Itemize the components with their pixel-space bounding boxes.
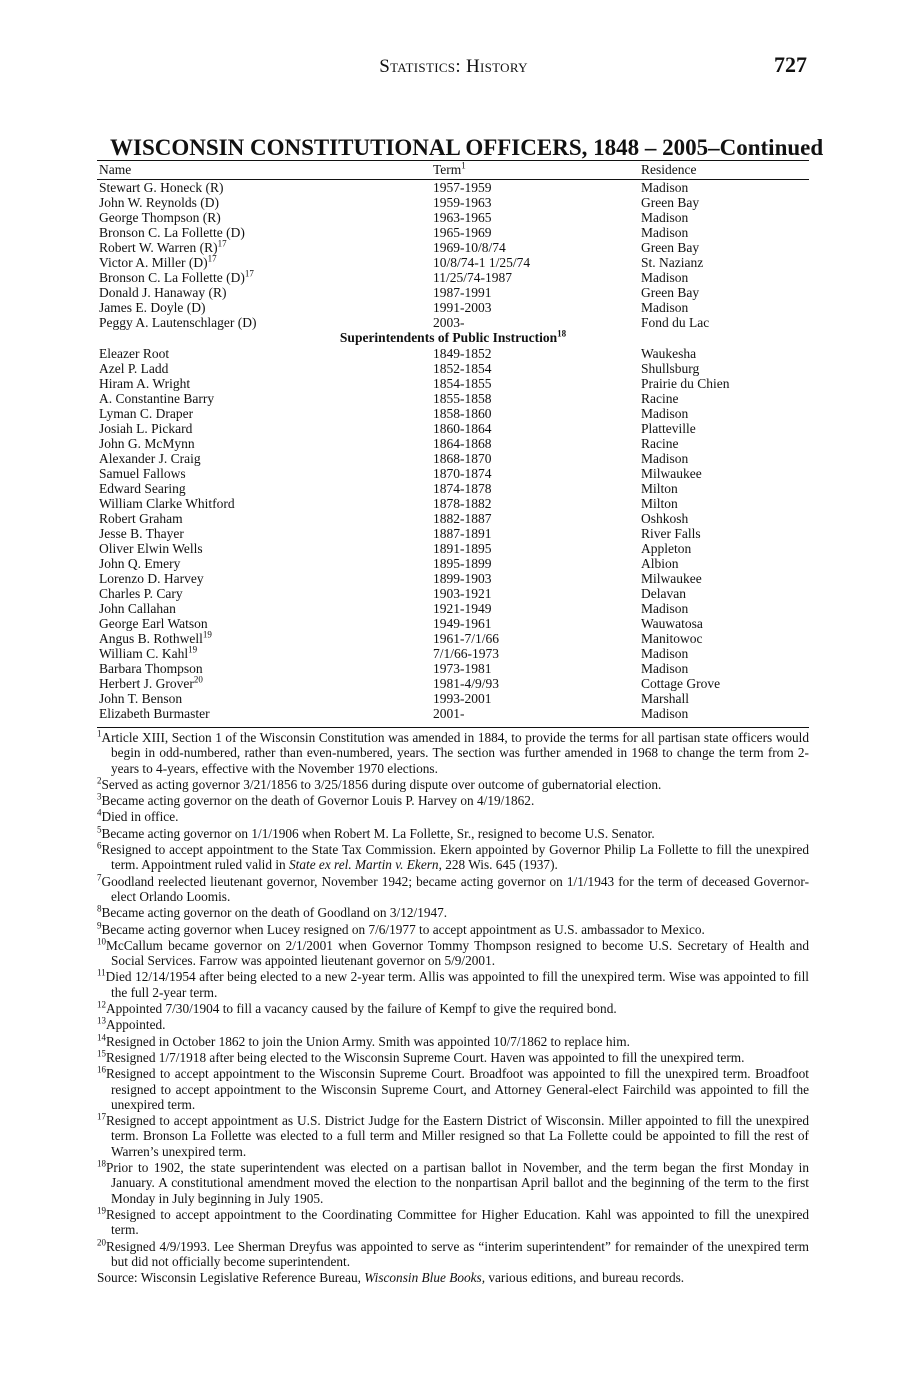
footnote: $^8$Became acting governor on the death of Goodland on 3/12/1947.: [97, 903, 448, 921]
table-body: [97, 180, 809, 721]
term-cell: 1965-1969: [433, 225, 492, 240]
footnote-ref: 17: [207, 253, 217, 264]
residence-cell: Prairie du Chien: [641, 376, 730, 391]
officer-name: Robert W. Warren $(R)^{17}$: [99, 238, 227, 255]
table-title: WISCONSIN CONSTITUTIONAL OFFICERS, 1848 – 2005–Continued: [110, 135, 824, 160]
col-term-header: Term$^1$: [433, 160, 466, 177]
table-row: [97, 481, 809, 496]
table-bottom-rule: [97, 727, 809, 728]
footnote: $^{15}$Resigned 1/7/1918 after being elected to the Wisconsin Supreme Court. Haven was appointed to fill the unexpired term.: [97, 1048, 745, 1065]
table-row: [97, 225, 809, 240]
residence-cell: Platteville: [641, 421, 696, 436]
residence-cell: Racine: [641, 391, 679, 406]
officer-name: James E. Doyle (D): [99, 300, 206, 315]
table-row: [97, 361, 809, 376]
footnote: $^{18}$Prior to 1902, the state superintendent was elected on a partisan ballot in November, and the term began the first Monday in January. A constitutional amendment moved the election to the nonpartisan April ballot and the beginning of the term to the first Monday in July beginning in July 1905.: [97, 1158, 809, 1206]
residence-cell: Madison: [641, 300, 689, 315]
term-cell: 10/8/74-1 1/25/74: [433, 255, 531, 270]
table-row: [97, 391, 809, 406]
footnote: $^{11}$Died 12/14/1954 after being elected to a new 2-year term. Allis was appointed to fill the unexpired term. Wise was appointed to fill the full 2-year term.: [97, 968, 809, 1000]
term-cell: 1993-2001: [433, 691, 492, 706]
footnote-number: 15: [97, 1048, 106, 1059]
table-row: [97, 406, 809, 421]
residence-cell: Madison: [641, 225, 689, 240]
residence-cell: Appleton: [641, 541, 692, 556]
term-cell: 1891-1895: [433, 541, 492, 556]
officer-name: Peggy A. Lautenschlager (D): [99, 315, 257, 330]
officer-name: Lorenzo D. Harvey: [99, 571, 204, 586]
officer-name: Bronson C. La Follette (D): [99, 225, 245, 240]
residence-cell: Madison: [641, 406, 689, 421]
table-row: [97, 255, 809, 270]
table-row: [97, 691, 809, 706]
footnote-number: 9: [97, 920, 102, 931]
term-cell: 1991-2003: [433, 300, 492, 315]
officer-name: Alexander J. Craig: [99, 451, 201, 466]
source-publication: Wisconsin Blue Books,: [364, 1270, 486, 1286]
term-cell: 1854-1855: [433, 376, 492, 391]
officer-name: Elizabeth Burmaster: [99, 706, 210, 721]
table-row: [97, 526, 809, 541]
table-header: [97, 160, 809, 180]
table-row: [97, 421, 809, 436]
residence-cell: Madison: [641, 451, 689, 466]
table-row: [97, 676, 809, 691]
footnote: $^{19}$Resigned to accept appointment to the Coordinating Committee for Higher Education. Kahl was appointed to fill the unexpired term.: [97, 1205, 809, 1238]
residence-cell: Madison: [641, 706, 689, 721]
footnote-ref: 19: [188, 644, 198, 655]
residence-cell: Racine: [641, 436, 679, 451]
footnote: $^{16}$Resigned to accept appointment to the Wisconsin Supreme Court. Broadfoot was appointed to fill the unexpired term. Broadfoot resigned to accept appointment to the Wisconsin Supreme Court, and Attorney General-elect Fairchild was appointed to fill the unexpired term.: [97, 1064, 809, 1112]
footnote-number: 1: [97, 728, 102, 739]
term-cell: 1852-1854: [433, 361, 492, 376]
term-cell: 7/1/66-1973: [433, 646, 499, 661]
table-row: [97, 210, 809, 225]
table-row: [97, 270, 809, 285]
footnote-number: 12: [97, 999, 106, 1010]
officer-name: Bronson C. La Follette $(D)^{17}$: [99, 268, 254, 285]
officer-name: A. Constantine Barry: [99, 391, 215, 406]
footnote: $^{10}$McCallum became governor on 2/1/2001 when Governor Tommy Thompson resigned to become U.S. Secretary of Health and Social Services. Farrow was appointed lieutenant governor on 5/9/2001.: [97, 936, 809, 969]
residence-cell: Cottage Grove: [641, 676, 721, 691]
footnote-number: 16: [97, 1064, 106, 1075]
residence-cell: Madison: [641, 661, 689, 676]
footnote-ref: 20: [193, 674, 203, 685]
footnote-number: 14: [97, 1032, 106, 1043]
officer-name: Eleazer Root: [99, 346, 170, 361]
officer-name: John G. McMynn: [99, 436, 195, 451]
footnote: $^{13}$Appointed.: [97, 1015, 166, 1033]
footnote-number: 6: [97, 840, 102, 851]
footnote: $^5$Became acting governor on 1/1/1906 when Robert M. La Follette, Sr., resigned to become U.S. Senator.: [97, 824, 655, 841]
officer-name: William Clarke Whitford: [99, 496, 235, 511]
officer-name: William C. Kahl$^{19}$: [99, 644, 198, 661]
table-row: [97, 631, 809, 646]
footnote: $^3$Became acting governor on the death of Governor Louis P. Harvey on 4/19/1862.: [97, 791, 535, 809]
residence-cell: Madison: [641, 210, 689, 225]
page-number: 727: [774, 52, 807, 77]
footnote: $^7$Goodland reelected lieutenant governor, November 1942; became acting governor on 1/1/1943 for the term of deceased Governor-elect Orlando Loomis.: [97, 872, 809, 904]
residence-cell: Marshall: [641, 691, 689, 706]
footnote: $^{14}$Resigned in October 1862 to join the Union Army. Smith was appointed 10/7/1862 to replace him.: [97, 1032, 630, 1049]
section-heading-superintendents: Superintendents of Public Instruction$^{18}$: [339, 328, 567, 345]
table-row: [97, 571, 809, 586]
term-cell: 1868-1870: [433, 451, 492, 466]
residence-cell: St. Nazianz: [641, 255, 704, 270]
footnote-ref: 19: [202, 629, 212, 640]
footnote: $^9$Became acting governor when Lucey resigned on 7/6/1977 to accept appointment as U.S. ambassador to Mexico.: [97, 920, 705, 937]
table-row: [97, 315, 809, 330]
residence-cell: Madison: [641, 270, 689, 285]
table-row: [97, 180, 809, 195]
table-row: [97, 541, 809, 556]
term-cell: 1981-4/9/93: [433, 676, 499, 691]
officer-name: Stewart G. Honeck (R): [99, 180, 224, 195]
col-residence-header: Residence: [641, 162, 697, 177]
residence-cell: Delavan: [641, 586, 686, 601]
term-cell: 1963-1965: [433, 210, 492, 225]
residence-cell: Milton: [641, 496, 678, 511]
footnote-ref: 17: [244, 268, 254, 279]
footnote-number: 17: [97, 1111, 106, 1122]
officer-name: Barbara Thompson: [99, 661, 203, 676]
term-cell: 1973-1981: [433, 661, 492, 676]
footnote-number: 7: [97, 872, 102, 883]
footnote-number: 10: [97, 936, 106, 947]
footnote-number: 2: [97, 775, 102, 786]
officer-name: Jesse B. Thayer: [99, 526, 184, 541]
table-row: [97, 556, 809, 571]
term-cell: 1849-1852: [433, 346, 492, 361]
footnote-number: 8: [97, 903, 102, 914]
table-row: [97, 496, 809, 511]
term-cell: 1987-1991: [433, 285, 492, 300]
residence-cell: Shullsburg: [641, 361, 700, 376]
footnote-number: 19: [97, 1205, 106, 1216]
residence-cell: Milwaukee: [641, 571, 702, 586]
footnote-number: 18: [97, 1158, 106, 1169]
footnote: $^2$Served as acting governor 3/21/1856 to 3/25/1856 during dispute over outcome of gubernatorial election.: [97, 775, 662, 792]
term-cell: 1921-1949: [433, 601, 492, 616]
table-row: [97, 646, 809, 661]
term-cell: 11/25/74-1987: [433, 270, 512, 285]
term-cell: 1870-1874: [433, 466, 492, 481]
officer-name: John W. Reynolds (D): [99, 195, 220, 210]
term-cell: 1860-1864: [433, 421, 492, 436]
footnote-number: 11: [97, 968, 106, 979]
officer-name: George Earl Watson: [99, 616, 208, 631]
footnote: $^{17}$Resigned to accept appointment as U.S. District Judge for the Eastern District of Wisconsin. Miller appointed to fill the unexpired term. Bronson La Follette was elected to a full term and Miller resigned so that La Follette could be appointed to fill the rest of Warren’s unexpired term.: [97, 1111, 809, 1159]
footnote-number: 20: [97, 1237, 106, 1248]
table-row: [97, 346, 809, 361]
footnote-ref: 18: [557, 328, 567, 339]
residence-cell: Wauwatosa: [641, 616, 703, 631]
officer-name: Josiah L. Pickard: [99, 421, 193, 436]
residence-cell: Oshkosh: [641, 511, 689, 526]
term-cell: 1858-1860: [433, 406, 492, 421]
officer-name: Hiram A. Wright: [99, 376, 191, 391]
term-cell: 1887-1891: [433, 526, 492, 541]
table-row: [97, 195, 809, 210]
footnote-number: 13: [97, 1015, 106, 1026]
term-cell: 2003-: [433, 315, 465, 330]
table-row: [97, 511, 809, 526]
table-row: [97, 706, 809, 721]
residence-cell: Green Bay: [641, 195, 700, 210]
term-cell: 1878-1882: [433, 496, 492, 511]
page-header: [0, 52, 907, 80]
table-row: [97, 451, 809, 466]
table-row: [97, 661, 809, 676]
footnote: $^4$Died in office.: [97, 808, 179, 825]
footnote-number: 5: [97, 824, 102, 835]
table-row: [97, 376, 809, 391]
footnote-number: 4: [97, 808, 102, 819]
officer-name: Azel P. Ladd: [99, 361, 169, 376]
residence-cell: Waukesha: [641, 346, 697, 361]
residence-cell: Madison: [641, 601, 689, 616]
officer-name: Angus B. Rothwell$^{19}$: [99, 629, 212, 646]
residence-cell: Milwaukee: [641, 466, 702, 481]
officer-name: Samuel Fallows: [99, 466, 186, 481]
footnote: $^{20}$Resigned 4/9/1993. Lee Sherman Dreyfus was appointed to serve as “interim superintendent” for remainder of the unexpired term but did not officially become superintendent.: [97, 1237, 809, 1269]
officer-name: John T. Benson: [99, 691, 183, 706]
officer-name: John Q. Emery: [99, 556, 181, 571]
term-cell: 1864-1868: [433, 436, 492, 451]
term-cell: 1961-7/1/66: [433, 631, 499, 646]
officer-name: Lyman C. Draper: [99, 406, 194, 421]
table-row: [97, 285, 809, 300]
table-row: [97, 436, 809, 451]
residence-cell: Green Bay: [641, 285, 700, 300]
table-row: [97, 466, 809, 481]
term-cell: 2001-: [433, 706, 465, 721]
table-row: [97, 601, 809, 616]
table-row: [97, 300, 809, 315]
residence-cell: Milton: [641, 481, 678, 496]
footnote-ref: 17: [217, 238, 227, 249]
footnote: $^1$Article XIII, Section 1 of the Wisconsin Constitution was amended in 1884, to provide the terms for all partisan state officers would begin in odd-numbered, rather than even-numbered, years. The section was further amended in 1968 to change the term from 2-years to 4-years, effective with the November 1970 elections.: [97, 728, 809, 776]
officer-name: Robert Graham: [99, 511, 183, 526]
footnote-number: 3: [97, 791, 102, 802]
term-cell: 1899-1903: [433, 571, 492, 586]
footnotes: [97, 730, 809, 1285]
officer-name: George Thompson (R): [99, 210, 221, 225]
term-cell: 1949-1961: [433, 616, 492, 631]
running-title: Statistics: History: [379, 56, 528, 77]
officer-name: Edward Searing: [99, 481, 186, 496]
residence-cell: River Falls: [641, 526, 701, 541]
footnote: $^{12}$Appointed 7/30/1904 to fill a vacancy caused by the failure of Kempf to give the required bond.: [97, 999, 617, 1017]
officer-name: Donald J. Hanaway (R): [99, 285, 227, 300]
residence-cell: Fond du Lac: [641, 315, 710, 330]
officer-name: John Callahan: [99, 601, 176, 616]
term-cell: 1903-1921: [433, 586, 492, 601]
table-row: [97, 240, 809, 255]
residence-cell: Madison: [641, 646, 689, 661]
footnote: $^6$Resigned to accept appointment to the State Tax Commission. Ekern appointed by Governor Philip La Follette to fill the unexpired term. Appointment ruled valid in State ex rel. Martin v. Ekern, 228 Wis. 645 (1937).: [97, 840, 809, 873]
term-cell: 1959-1963: [433, 195, 492, 210]
officer-name: Victor A. Miller $(D)^{17}$: [99, 253, 217, 270]
table-row: [97, 586, 809, 601]
case-citation: State ex rel. Martin v. Ekern: [289, 857, 439, 873]
source-line: Source: Wisconsin Legislative Reference Bureau, Wisconsin Blue Books, various editions, and bureau records.: [97, 1270, 685, 1286]
officer-name: Herbert J. Grover$^{20}$: [99, 674, 203, 691]
officer-name: Charles P. Cary: [99, 586, 183, 601]
term-cell: 1855-1858: [433, 391, 492, 406]
residence-cell: Green Bay: [641, 240, 700, 255]
term-cell: 1969-10/8/74: [433, 240, 506, 255]
term-cell: 1895-1899: [433, 556, 492, 571]
officer-name: Oliver Elwin Wells: [99, 541, 203, 556]
residence-cell: Madison: [641, 180, 689, 195]
term-cell: 1957-1959: [433, 180, 492, 195]
term-cell: 1882-1887: [433, 511, 492, 526]
residence-cell: Manitowoc: [641, 631, 703, 646]
term-cell: 1874-1878: [433, 481, 492, 496]
col-name-header: Name: [99, 162, 132, 177]
residence-cell: Albion: [641, 556, 679, 571]
